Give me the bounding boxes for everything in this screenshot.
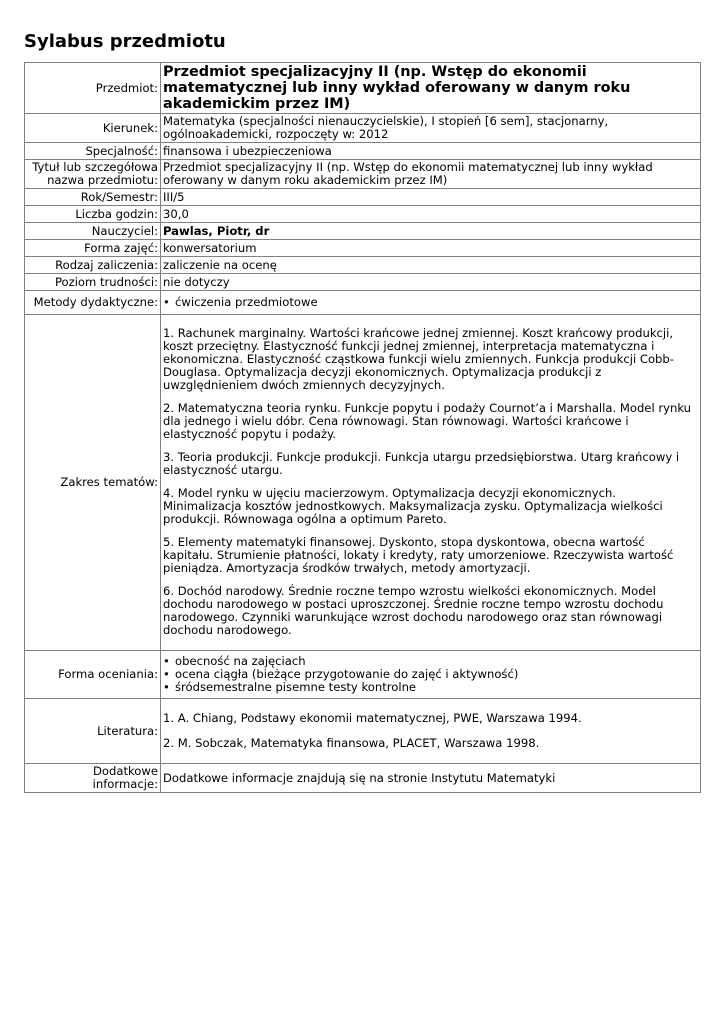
label-godziny: Liczba godzin:	[25, 206, 161, 223]
topic-paragraph: 3. Teoria produkcji. Funkcje produkcji. Funkcja utargu przedsiębiorstwa. Utarg krańcowy i elastyczność utargu.	[163, 450, 680, 477]
row-zakres	[25, 315, 701, 651]
label-zaliczenie: Rodzaj zaliczenia:	[25, 257, 161, 274]
row-zaliczenie	[25, 257, 701, 274]
value-dodatkowe: Dodatkowe informacje znajdują się na stronie Instytutu Matematyki	[161, 764, 701, 793]
list-item: • obecność na zajęciach	[163, 655, 698, 668]
literature-item: 2. M. Sobczak, Matematyka finansowa, PLACET, Warszawa 1998.	[163, 736, 540, 750]
topic-paragraph: 6. Dochód narodowy. Średnie roczne tempo wzrostu wielkości ekonomicznych. Model dochodu narodowego w postaci uproszczonej. Średnie roczne tempo wzrostu dochodu narodowego. Czynniki warunkujące wzrost dochodu narodowego oraz stan równowagi dochodu narodowego.	[163, 584, 664, 637]
label-trudnosc: Poziom trudności:	[25, 274, 161, 291]
value-rok: III/5	[161, 189, 701, 206]
row-trudnosc	[25, 274, 701, 291]
value-forma-zajec: konwersatorium	[161, 240, 701, 257]
label-forma-zajec: Forma zajęć:	[25, 240, 161, 257]
label-metody: Metody dydaktyczne:	[25, 291, 161, 315]
topic-paragraph: 1. Rachunek marginalny. Wartości krańcowe jednej zmiennej. Koszt krańcowy produkcji, koszt przeciętny. Elastyczność funkcji jednej zmiennej, interpretacja matematyczna i ekonomiczna. Elastyczność cząstkowa funkcji wielu zmiennych. Funkcja produkcji Cobb-Douglasa. Optymalizacja decyzji ekonomicznych. Optymalizacja produkcji z uwzględnieniem dwóch zmiennych decyzyjnych.	[163, 326, 674, 392]
syllabus-page	[24, 30, 700, 793]
label-ocenianie: Forma oceniania:	[25, 651, 161, 699]
row-literatura	[25, 699, 701, 764]
row-nauczyciel	[25, 223, 701, 240]
row-przedmiot	[25, 63, 701, 114]
topic-paragraph: 4. Model rynku w ujęciu macierzowym. Optymalizacja decyzji ekonomicznych. Minimalizacja kosztów jednostkowych. Maksymalizacja zysku. Optymalizacja wielkości produkcji. Równowaga ogólna a optimum Pareto.	[163, 486, 663, 526]
label-zakres: Zakres tematów:	[25, 315, 161, 651]
row-forma-zajec	[25, 240, 701, 257]
list-item: • ćwiczenia przedmiotowe	[163, 296, 698, 309]
row-specjalnosc	[25, 143, 701, 160]
value-metody	[161, 291, 701, 315]
topic-paragraph: 5. Elementy matematyki finansowej. Dyskonto, stopa dyskontowa, obecna wartość kapitału. Strumienie płatności, lokaty i kredyty, raty umorzeniowe. Rzeczywista wartość pieniądza. Amortyzacja środków trwałych, metody amortyzacji.	[163, 535, 674, 575]
row-ocenianie	[25, 651, 701, 699]
value-kierunek: Matematyka (specjalności nienauczycielskie), I stopień [6 sem], stacjonarny, ogólnoakademicki, rozpoczęty w: 2012	[161, 114, 701, 143]
topic-paragraph: 2. Matematyczna teoria rynku. Funkcje popytu i podaży Cournot’a i Marshalla. Model rynku dla jednego i wielu dóbr. Cena równowagi. Stan równowagi. Wartości krańcowe i elastyczność popytu i podaży.	[163, 401, 692, 441]
value-godziny: 30,0	[161, 206, 701, 223]
row-godziny	[25, 206, 701, 223]
value-nauczyciel: Pawlas, Piotr, dr	[161, 223, 701, 240]
label-dodatkowe: Dodatkowe informacje:	[25, 764, 161, 793]
value-tytul: Przedmiot specjalizacyjny II (np. Wstęp do ekonomii matematycznej lub inny wykład oferowany w danym roku akademickim przez IM)	[161, 160, 701, 189]
syllabus-table	[24, 62, 701, 793]
row-metody	[25, 291, 701, 315]
list-item: • ocena ciągła (bieżące przygotowanie do zajęć i aktywność)	[163, 668, 698, 681]
row-tytul	[25, 160, 701, 189]
label-tytul: Tytuł lub szczegółowa nazwa przedmiotu:	[25, 160, 161, 189]
label-przedmiot: Przedmiot:	[25, 63, 161, 114]
label-specjalnosc: Specjalność:	[25, 143, 161, 160]
page-title: Sylabus przedmiotu	[24, 31, 226, 52]
label-rok: Rok/Semestr:	[25, 189, 161, 206]
list-item: • śródsemestralne pisemne testy kontrolne	[163, 681, 698, 694]
value-zaliczenie: zaliczenie na ocenę	[161, 257, 701, 274]
value-trudnosc: nie dotyczy	[161, 274, 701, 291]
value-zakres	[161, 315, 701, 651]
label-literatura: Literatura:	[25, 699, 161, 764]
grading-list	[163, 655, 698, 694]
literature-item: 1. A. Chiang, Podstawy ekonomii matematycznej, PWE, Warszawa 1994.	[163, 711, 582, 725]
row-rok	[25, 189, 701, 206]
label-nauczyciel: Nauczyciel:	[25, 223, 161, 240]
value-specjalnosc: finansowa i ubezpieczeniowa	[161, 143, 701, 160]
methods-list	[163, 296, 698, 309]
label-kierunek: Kierunek:	[25, 114, 161, 143]
value-przedmiot: Przedmiot specjalizacyjny II (np. Wstęp do ekonomii matematycznej lub inny wykład oferowany w danym roku akademickim przez IM)	[161, 63, 701, 114]
value-ocenianie	[161, 651, 701, 699]
value-literatura	[161, 699, 701, 764]
row-dodatkowe	[25, 764, 701, 793]
row-kierunek	[25, 114, 701, 143]
